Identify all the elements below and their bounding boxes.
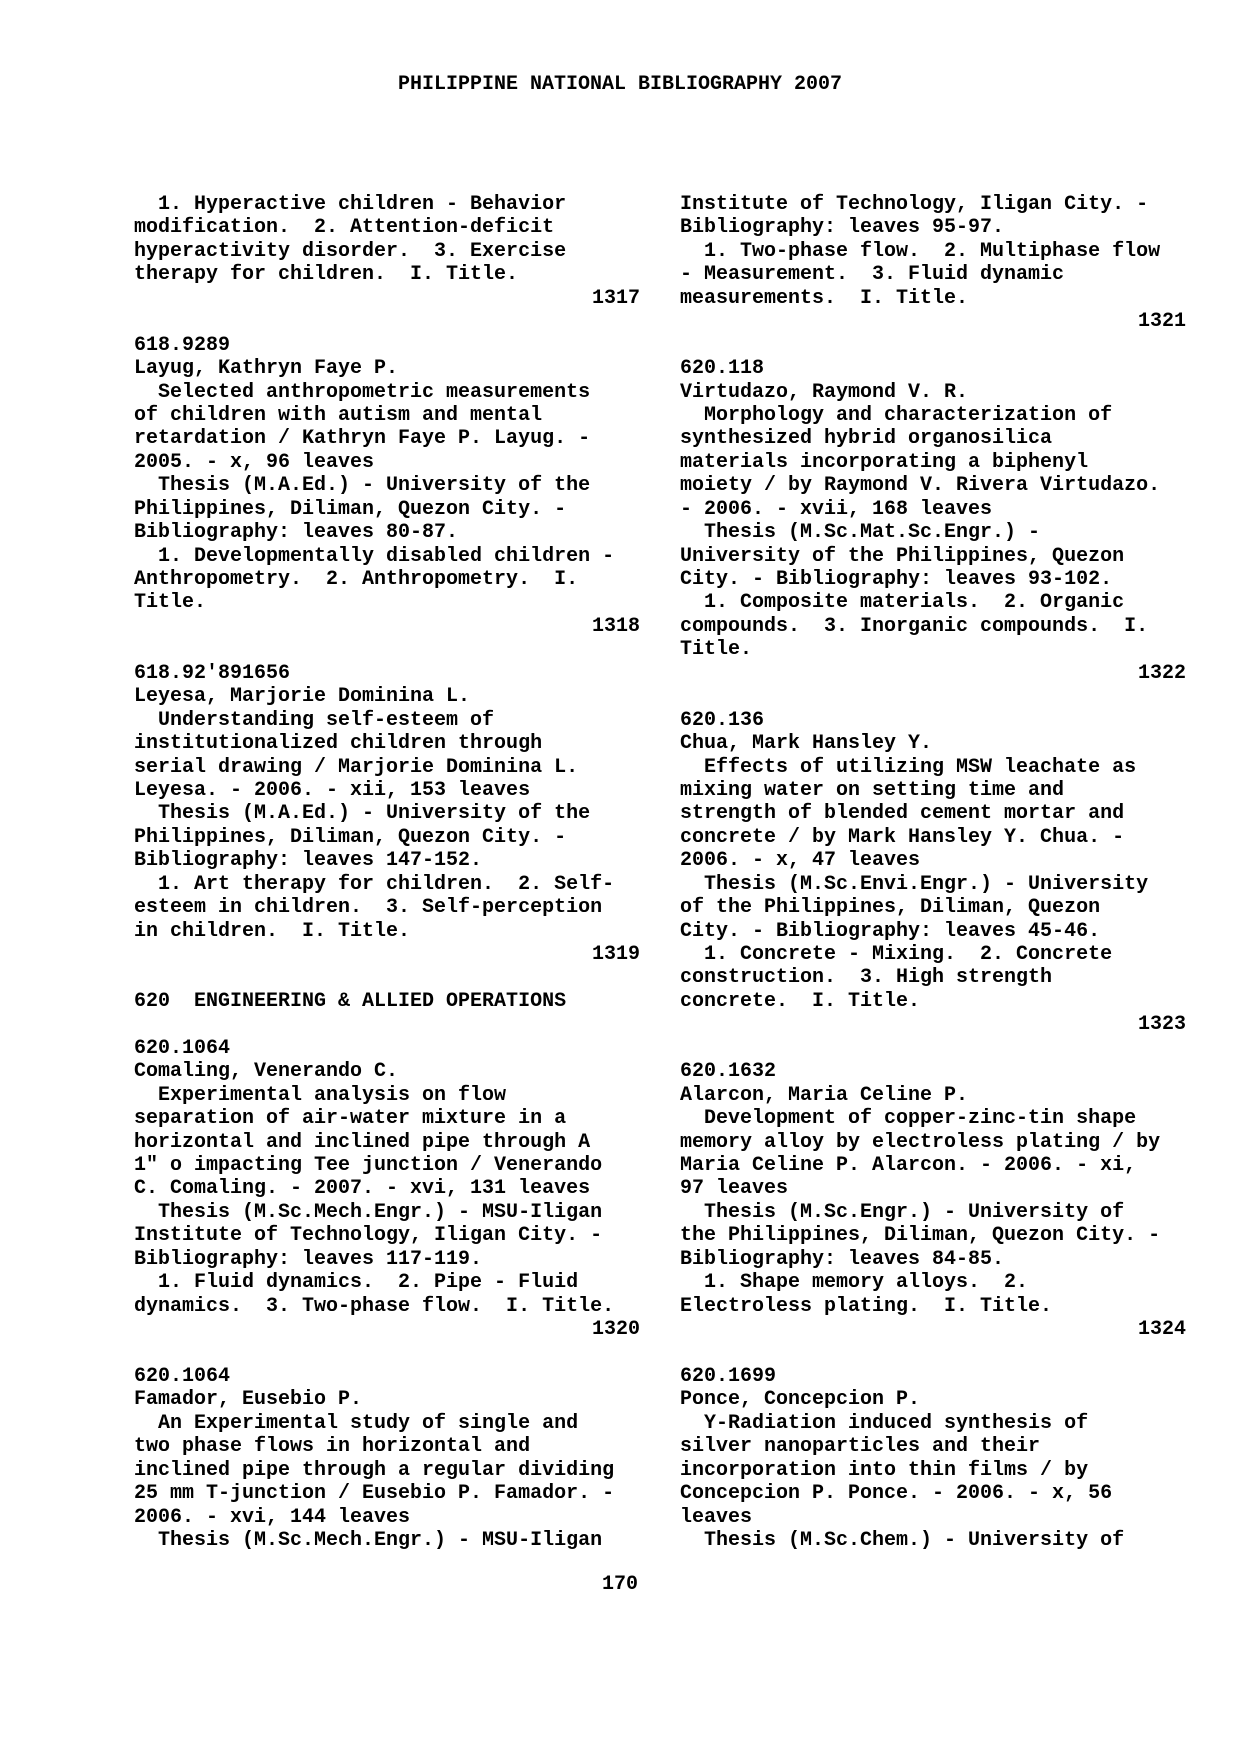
entry-line: memory alloy by electroless plating / by <box>680 1130 1161 1154</box>
entry-line: An Experimental study of single and <box>134 1411 579 1435</box>
entry-line: Thesis (M.Sc.Mech.Engr.) - MSU-Iligan <box>134 1200 603 1224</box>
entry-line: esteem in children. 3. Self-perception <box>134 896 603 920</box>
entry-line: construction. 3. High strength <box>680 966 1053 990</box>
entry-line: institutionalized children through <box>134 732 543 756</box>
entry-line: 1" o impacting Tee junction / Venerando <box>134 1153 603 1177</box>
entry-number: 1320 <box>591 1318 640 1341</box>
blank-line <box>134 1341 640 1364</box>
entry-line: Title. <box>680 638 753 662</box>
entry-line: synthesized hybrid organosilica <box>680 427 1053 451</box>
blank-line <box>680 334 1186 357</box>
entry-line: 1. Two-phase flow. 2. Multiphase flow <box>680 239 1161 263</box>
entry-line: Leyesa, Marjorie Dominina L. <box>134 685 471 709</box>
blank-line <box>134 310 640 333</box>
entry-line: Institute of Technology, Iligan City. - <box>680 193 1149 216</box>
entry-line: 2006. - xvi, 144 leaves <box>134 1505 411 1529</box>
entry-line: mixing water on setting time and <box>680 778 1065 802</box>
entry-line: 1. Composite materials. 2. Organic <box>680 591 1125 615</box>
entry-line: in children. I. Title. <box>134 919 411 943</box>
entry-line: Concepcion P. Ponce. - 2006. - x, 56 <box>680 1482 1113 1506</box>
blank-line <box>680 685 1186 708</box>
entry-line: separation of air-water mixture in a <box>134 1107 567 1131</box>
entry-line: Alarcon, Maria Celine P. <box>680 1083 969 1107</box>
entry-line: 618.9289 <box>134 333 231 357</box>
entry-line: Famador, Eusebio P. <box>134 1388 363 1412</box>
entry-line: C. Comaling. - 2007. - xvi, 131 leaves <box>134 1177 591 1201</box>
entry-line: Comaling, Venerando C. <box>134 1060 399 1084</box>
entry-line: 97 leaves <box>680 1177 789 1201</box>
entry-line: Thesis (M.Sc.Engr.) - University of <box>680 1200 1125 1224</box>
entry-line: Thesis (M.A.Ed.) - University of the <box>134 474 591 498</box>
entry-line: Development of copper-zinc-tin shape <box>680 1107 1137 1131</box>
entry-number: 1324 <box>1137 1318 1186 1341</box>
blank-line <box>134 638 640 661</box>
entry-line: Electroless plating. I. Title. <box>680 1294 1053 1318</box>
entry-line: Virtudazo, Raymond V. R. <box>680 380 969 404</box>
entry-line: 620.1064 <box>134 1364 231 1388</box>
entry-line: of children with autism and mental <box>134 403 543 427</box>
entry-line: concrete. I. Title. <box>680 989 921 1013</box>
entry-line: Bibliography: leaves 84-85. <box>680 1247 1005 1271</box>
entry-line: Bibliography: leaves 95-97. <box>680 216 1005 240</box>
entry-line: Bibliography: leaves 80-87. <box>134 521 459 545</box>
entry-line: 620.136 <box>680 708 765 732</box>
entry-line: Bibliography: leaves 117-119. <box>134 1247 483 1271</box>
entry-line: Ponce, Concepcion P. <box>680 1388 921 1412</box>
entry-line: 1. Art therapy for children. 2. Self- <box>134 872 615 896</box>
entry-line: Selected anthropometric measurements <box>134 380 591 404</box>
entry-line: compounds. 3. Inorganic compounds. I. <box>680 614 1149 638</box>
entry-line: measurements. I. Title. <box>680 286 969 310</box>
entry-line: Philippines, Diliman, Quezon City. - <box>134 825 567 849</box>
entry-line: University of the Philippines, Quezon <box>680 544 1125 568</box>
right-column <box>680 193 1186 1552</box>
entry-line: City. - Bibliography: leaves 93-102. <box>680 568 1113 591</box>
entry-line: dynamics. 3. Two-phase flow. I. Title. <box>134 1294 615 1318</box>
entry-line: Chua, Mark Hansley Y. <box>680 732 933 756</box>
entry-line: horizontal and inclined pipe through A <box>134 1130 591 1154</box>
entry-line: modification. 2. Attention-deficit <box>134 216 555 240</box>
entry-line: two phase flows in horizontal and <box>134 1435 531 1459</box>
entry-line: retardation / Kathryn Faye P. Layug. - <box>134 427 591 451</box>
entry-line: Effects of utilizing MSW leachate as <box>680 755 1137 779</box>
entry-line: Thesis (M.Sc.Mech.Engr.) - MSU-Iligan <box>134 1528 603 1552</box>
entry-number: 1323 <box>1137 1013 1186 1037</box>
blank-line <box>680 1037 1186 1060</box>
entry-line: 25 mm T-junction / Eusebio P. Famador. - <box>134 1482 615 1506</box>
entry-line: 620 ENGINEERING & ALLIED OPERATIONS <box>134 989 567 1013</box>
entry-line: 1. Hyperactive children - Behavior <box>134 193 567 216</box>
entry-line: Anthropometry. 2. Anthropometry. I. <box>134 568 579 591</box>
entry-line: materials incorporating a biphenyl <box>680 450 1089 474</box>
entry-line: leaves <box>680 1505 753 1529</box>
entry-line: 1. Developmentally disabled children - <box>134 544 615 568</box>
page-number: 170 <box>601 1573 638 1596</box>
entry-line: 1. Concrete - Mixing. 2. Concrete <box>680 943 1113 966</box>
entry-number: 1322 <box>1137 661 1186 685</box>
entry-line: strength of blended cement mortar and <box>680 802 1125 826</box>
entry-line: inclined pipe through a regular dividing <box>134 1458 615 1482</box>
entry-line: Maria Celine P. Alarcon. - 2006. - xi, <box>680 1153 1137 1177</box>
entry-line: 620.1699 <box>680 1364 777 1388</box>
entry-line: Layug, Kathryn Faye P. <box>134 357 399 381</box>
entry-line: Y-Radiation induced synthesis of <box>680 1411 1089 1435</box>
entry-line: 1. Fluid dynamics. 2. Pipe - Fluid <box>134 1271 579 1295</box>
left-column <box>134 193 640 1552</box>
entry-line: moiety / by Raymond V. Rivera Virtudazo. <box>680 474 1161 498</box>
entry-line: - 2006. - xvii, 168 leaves <box>680 497 993 521</box>
entry-line: Thesis (M.Sc.Envi.Engr.) - University <box>680 872 1149 896</box>
entry-line: Philippines, Diliman, Quezon City. - <box>134 497 567 521</box>
entry-line: Bibliography: leaves 147-152. <box>134 849 483 873</box>
entry-line: 618.92'891656 <box>134 661 291 685</box>
entry-line: 620.1632 <box>680 1060 777 1084</box>
entry-line: 1. Shape memory alloys. 2. <box>680 1271 1029 1295</box>
entry-line: Experimental analysis on flow <box>134 1083 507 1107</box>
entry-line: Thesis (M.Sc.Chem.) - University of <box>680 1528 1125 1552</box>
blank-line <box>134 966 640 989</box>
blank-line <box>134 1013 640 1036</box>
entry-line: of the Philippines, Diliman, Quezon <box>680 896 1101 920</box>
entry-line: - Measurement. 3. Fluid dynamic <box>680 263 1065 287</box>
entry-line: Morphology and characterization of <box>680 403 1113 427</box>
entry-line: Leyesa. - 2006. - xii, 153 leaves <box>134 778 531 802</box>
entry-number: 1318 <box>591 614 640 638</box>
entry-line: City. - Bibliography: leaves 45-46. <box>680 919 1101 943</box>
blank-line <box>680 1341 1186 1364</box>
entry-line: serial drawing / Marjorie Dominina L. <box>134 755 579 779</box>
entry-line: Thesis (M.Sc.Mat.Sc.Engr.) - <box>680 521 1041 545</box>
entry-line: Institute of Technology, Iligan City. - <box>134 1224 603 1248</box>
entry-line: silver nanoparticles and their <box>680 1435 1041 1459</box>
entry-line: incorporation into thin films / by <box>680 1458 1089 1482</box>
entry-line: Understanding self-esteem of <box>134 708 495 732</box>
entry-line: 620.1064 <box>134 1036 231 1060</box>
entry-number: 1319 <box>591 943 640 966</box>
entry-line: 620.118 <box>680 357 765 381</box>
entry-line: therapy for children. I. Title. <box>134 263 519 287</box>
entry-line: 2006. - x, 47 leaves <box>680 849 921 873</box>
entry-line: Title. <box>134 591 207 615</box>
entry-number: 1317 <box>591 286 640 310</box>
entry-line: concrete / by Mark Hansley Y. Chua. - <box>680 825 1125 849</box>
entry-line: hyperactivity disorder. 3. Exercise <box>134 239 567 263</box>
entry-line: the Philippines, Diliman, Quezon City. - <box>680 1224 1161 1248</box>
entry-number: 1321 <box>1137 310 1186 334</box>
entry-line: 2005. - x, 96 leaves <box>134 450 375 474</box>
entry-line: Thesis (M.A.Ed.) - University of the <box>134 802 591 826</box>
page-header: PHILIPPINE NATIONAL BIBLIOGRAPHY 2007 <box>397 73 843 96</box>
